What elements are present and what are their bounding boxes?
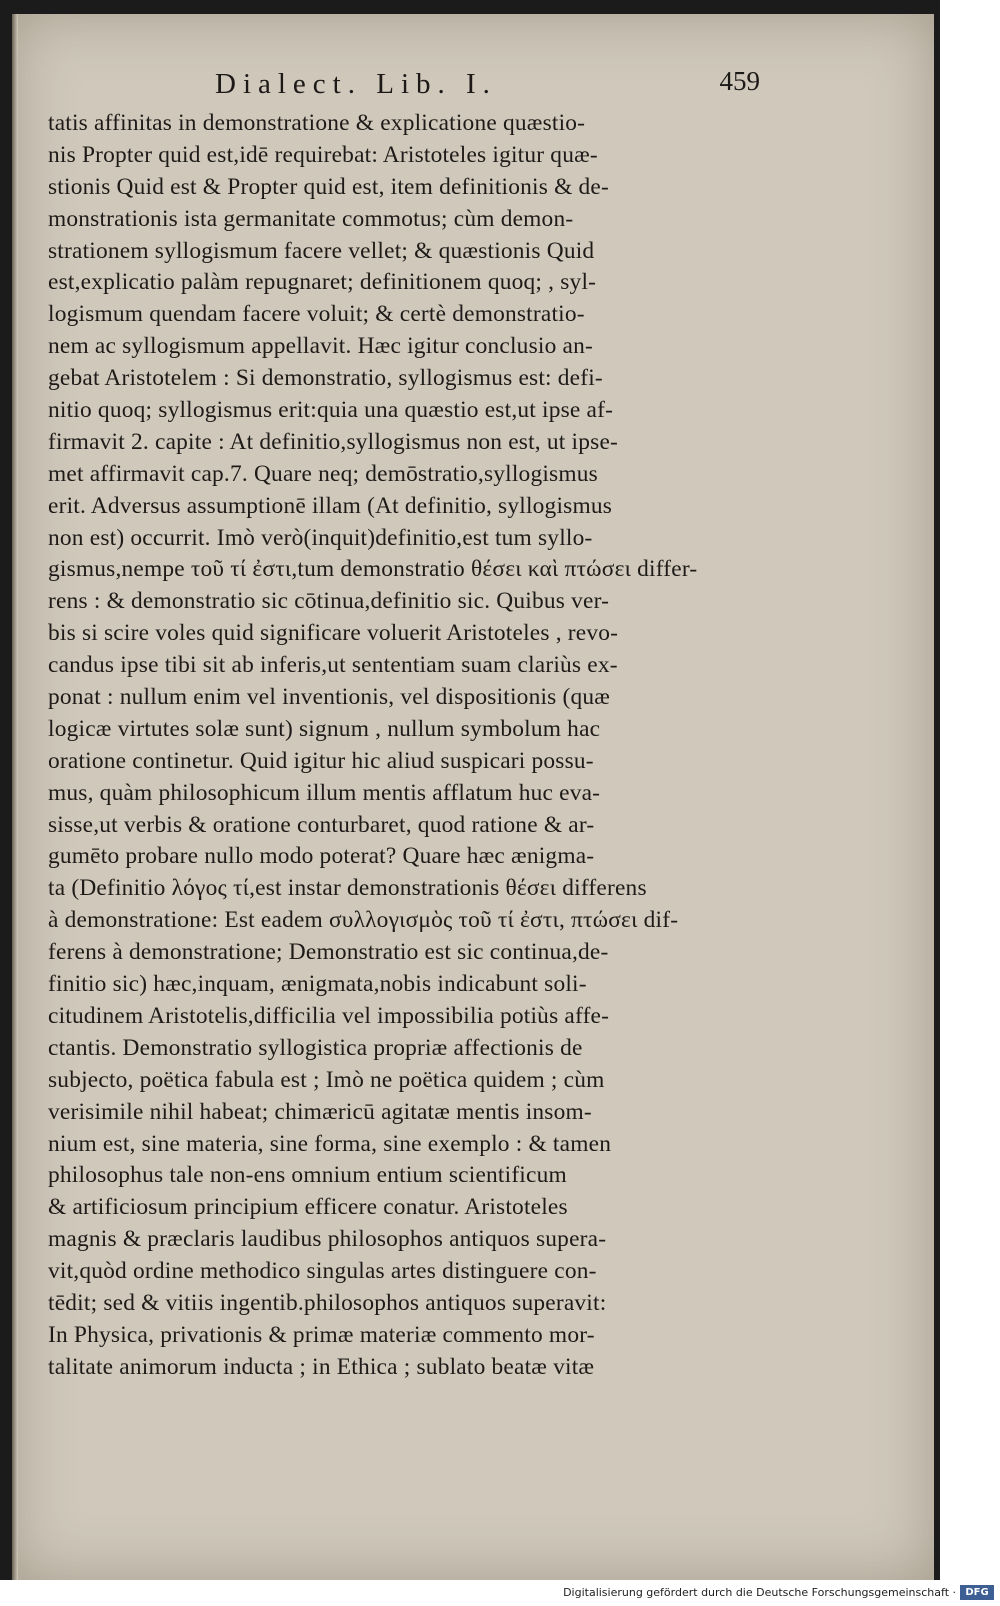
text-line: est,explicatio palàm repugnaret; definitionem quoq; , syl- — [48, 269, 597, 296]
text-line: nium est, sine materia, sine forma, sine exemplo : & tamen — [48, 1130, 612, 1157]
text-line: logicæ virtutes solæ sunt) signum , nullum symbolum hac — [48, 715, 601, 742]
text-line: firmavit 2. capite : At definitio,syllogismus non est, ut ipse- — [48, 428, 619, 455]
text-line: logismum quendam facere voluit; & certè demonstratio- — [48, 301, 585, 328]
text-line: erit. Adversus assumptionē illam (At definitio, syllogismus — [48, 492, 613, 519]
text-line: In Physica, privationis & primæ materiæ commento mor- — [48, 1321, 595, 1348]
text-line: bis si scire voles quid significare voluerit Aristoteles , revo- — [48, 620, 619, 647]
dfg-logo: DFG — [960, 1585, 994, 1600]
page-number: 459 — [719, 66, 760, 96]
text-line: verisimile nihil habeat; chimæricū agitatæ mentis insom- — [48, 1098, 592, 1125]
text-line: tēdit; sed & vitiis ingentib.philosophos antiquos superavit: — [48, 1289, 607, 1316]
text-line: rens : & demonstratio sic cōtinua,definitio sic. Quibus ver- — [48, 588, 610, 615]
text-line: nis Propter quid est,idē requirebat: Aristoteles igitur quæ- — [48, 141, 598, 168]
text-line: monstrationis ista germanitate commotus; cùm demon- — [48, 205, 574, 232]
running-head: Dialect. Lib. I. — [215, 68, 497, 100]
text-line: ferens à demonstratione; Demonstratio est sic continua,de- — [48, 939, 609, 966]
text-line: magnis & præclaris laudibus philosophos antiquos supera- — [48, 1226, 607, 1253]
text-line: non est) occurrit. Imò verò(inquit)definitio,est tum syllo- — [48, 524, 593, 551]
text-line: gebat Aristotelem : Si demonstratio, syllogismus est: defi- — [48, 365, 603, 392]
text-line: tatis affinitas in demonstratione & explicatione quæstio- — [48, 110, 586, 136]
text-line: candus ipse tibi sit ab inferis,ut sententiam suam clariùs ex- — [48, 652, 618, 679]
text-line: à demonstratione: Est eadem συλλογισμὸς τοῦ τί ἐστι, πτώσει dif- — [48, 907, 679, 934]
page-gutter-edge — [12, 14, 18, 1580]
text-line: finitio sic) hæc,inquam, ænigmata,nobis indicabunt soli- — [48, 971, 587, 998]
text-line: gumēto probare nullo modo poterat? Quare hæc ænigma- — [48, 843, 595, 870]
text-line: philosophus tale non-ens omnium entium scientificum — [48, 1162, 567, 1189]
text-line: vit,quòd ordine methodico singulas artes distinguere con- — [48, 1258, 597, 1285]
text-line: sisse,ut verbis & oratione conturbaret, quod ratione & ar- — [48, 811, 595, 838]
text-line: nem ac syllogismum appellavit. Hæc igitur conclusio an- — [48, 333, 593, 360]
body-text — [48, 108, 778, 1384]
footer-credit: Digitalisierung gefördert durch die Deutsche Forschungsgemeinschaft · — [563, 1586, 956, 1599]
text-line: mus, quàm philosophicum illum mentis afflatum huc eva- — [48, 779, 601, 806]
text-line: nitio quoq; syllogismus erit:quia una quæstio est,ut ipse af- — [48, 397, 614, 424]
text-line: strationem syllogismum facere vellet; & quæstionis Quid — [48, 237, 595, 264]
footer-bar — [0, 1580, 1000, 1606]
text-line: citudinem Aristotelis,difficilia vel impossibilia potiùs affe- — [48, 1002, 610, 1029]
text-line: oratione continetur. Quid igitur hic aliud suspicari possu- — [48, 747, 594, 774]
text-line: subjecto, poëtica fabula est ; Imò ne poëtica quidem ; cùm — [48, 1066, 605, 1093]
text-line: talitate animorum inducta ; in Ethica ; sublato beatæ vitæ — [48, 1353, 595, 1380]
text-line: gismus,nempe τοῦ τί ἐστι,tum demonstratio θέσει καὶ πτώσει differ- — [48, 556, 698, 583]
text-line: ta (Definitio λόγος τί,est instar demonstrationis θέσει differens — [48, 875, 647, 902]
text-line: ctantis. Demonstratio syllogistica propriæ affectionis de — [48, 1034, 583, 1061]
text-line: stionis Quid est & Propter quid est, item definitionis & de- — [48, 173, 609, 200]
text-line: & artificiosum principium efficere conatur. Aristoteles — [48, 1194, 568, 1221]
text-line: ponat : nullum enim vel inventionis, vel dispositionis (quæ — [48, 684, 611, 711]
text-line: met affirmavit cap.7. Quare neq; demōstratio,syllogismus — [48, 460, 598, 487]
